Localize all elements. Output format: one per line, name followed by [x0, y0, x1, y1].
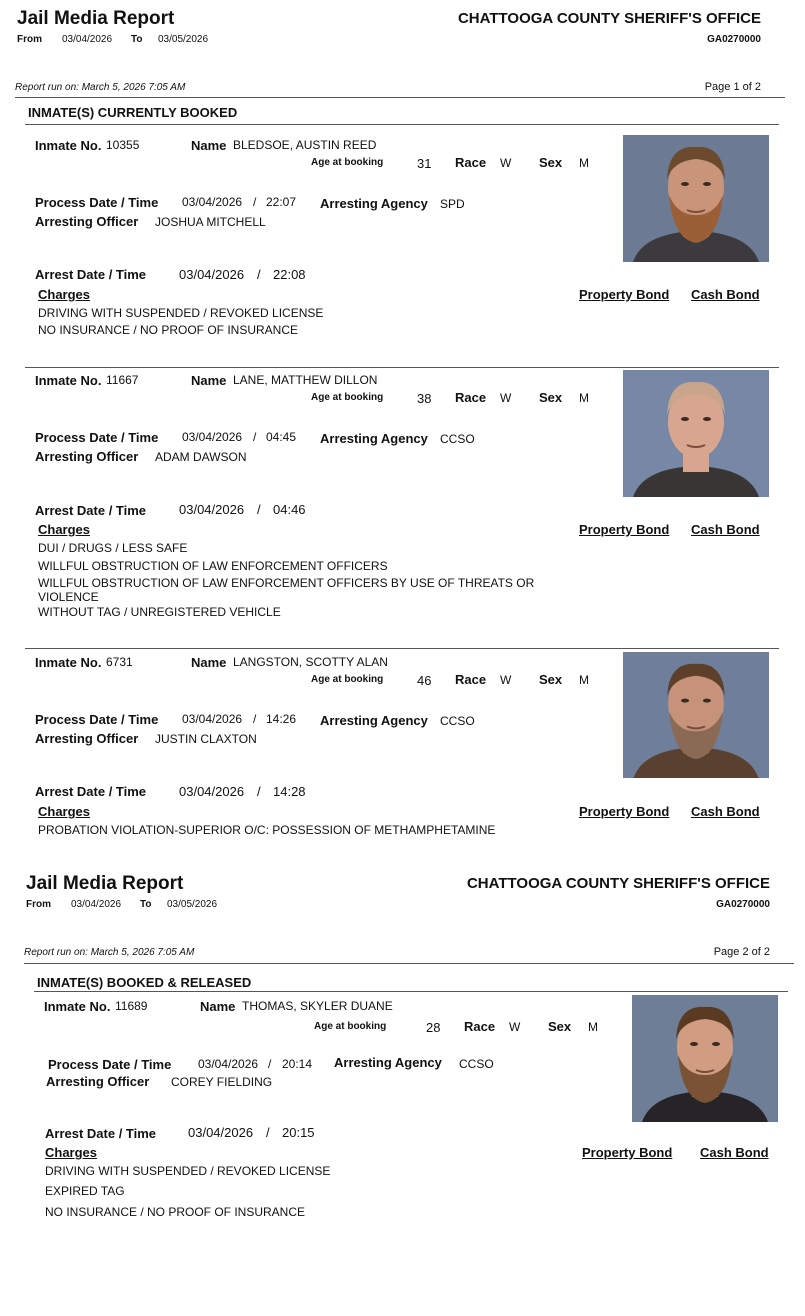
process-date: 03/04/2026 — [198, 1057, 259, 1071]
arrest-time: 20:15 — [282, 1125, 315, 1140]
portrait-graphic — [632, 995, 778, 1122]
officer-label: Arresting Officer — [35, 214, 139, 229]
age-label: Age at booking — [314, 1021, 387, 1032]
arrest-time: 22:08 — [273, 267, 306, 282]
arrest-date: 03/04/2026 — [179, 784, 245, 799]
sex-value: M — [588, 1020, 598, 1034]
to-date: 03/05/2026 — [167, 899, 218, 910]
agency-label: Arresting Agency — [334, 1055, 442, 1070]
inmate-no-value: 10355 — [106, 138, 140, 152]
sex-label: Sex — [539, 672, 563, 687]
race-label: Race — [455, 155, 487, 170]
sex-label: Sex — [539, 390, 563, 405]
header-divider — [24, 963, 794, 964]
name-value: LANGSTON, SCOTTY ALAN — [233, 655, 388, 669]
arrest-slash: / — [257, 267, 261, 282]
officer-value: COREY FIELDING — [171, 1075, 273, 1089]
portrait-graphic — [623, 370, 769, 497]
charge-item: NO INSURANCE / NO PROOF OF INSURANCE — [45, 1205, 306, 1219]
name-label: Name — [191, 373, 227, 388]
charges-heading: Charges — [38, 522, 91, 537]
mugshot-photo — [623, 652, 769, 778]
officer-value: JOSHUA MITCHELL — [155, 215, 266, 229]
property-bond-heading: Property Bond — [579, 287, 670, 302]
inmate-no-label: Inmate No. — [35, 655, 102, 670]
agency-value: CCSO — [459, 1057, 494, 1071]
section-divider — [34, 991, 788, 992]
report-run-on: Report run on: March 5, 2026 7:05 AM — [24, 947, 195, 958]
charges-heading: Charges — [38, 804, 91, 819]
to-label: To — [131, 34, 143, 45]
race-value: W — [500, 156, 512, 170]
charge-item: NO INSURANCE / NO PROOF OF INSURANCE — [38, 323, 299, 337]
arrest-date: 03/04/2026 — [188, 1125, 254, 1140]
age-label: Age at booking — [311, 674, 384, 685]
process-date: 03/04/2026 — [182, 430, 243, 444]
charge-item: DRIVING WITH SUSPENDED / REVOKED LICENSE — [45, 1164, 331, 1178]
process-date: 03/04/2026 — [182, 712, 243, 726]
page-number: Page 2 of 2 — [713, 946, 770, 958]
report-title: Jail Media Report — [26, 873, 184, 894]
process-time: 22:07 — [266, 195, 297, 209]
agency-label: Arresting Agency — [320, 196, 428, 211]
age-value: 28 — [426, 1020, 441, 1035]
mugshot-photo — [623, 135, 769, 262]
from-label: From — [26, 899, 51, 910]
to-label: To — [140, 899, 152, 910]
section-heading: INMATE(S) BOOKED & RELEASED — [37, 975, 252, 990]
age-value: 38 — [417, 391, 432, 406]
process-label: Process Date / Time — [48, 1057, 172, 1072]
race-value: W — [500, 391, 512, 405]
race-value: W — [509, 1020, 521, 1034]
process-slash: / — [253, 712, 257, 726]
process-slash: / — [253, 430, 257, 444]
agency-value: SPD — [440, 197, 465, 211]
page-number: Page 1 of 2 — [704, 81, 761, 93]
inmate-no-value: 6731 — [106, 655, 133, 669]
sex-value: M — [579, 391, 589, 405]
name-value: THOMAS, SKYLER DUANE — [242, 999, 393, 1013]
cash-bond-heading: Cash Bond — [691, 287, 760, 302]
portrait-graphic — [623, 652, 769, 778]
process-label: Process Date / Time — [35, 430, 159, 445]
sex-label: Sex — [539, 155, 563, 170]
charge-item: DRIVING WITH SUSPENDED / REVOKED LICENSE — [38, 306, 324, 320]
process-time: 04:45 — [266, 430, 297, 444]
charge-item: DUI / DRUGS / LESS SAFE — [38, 541, 188, 555]
office-name: CHATTOOGA COUNTY SHERIFF'S OFFICE — [457, 10, 761, 27]
to-date: 03/05/2026 — [158, 34, 209, 45]
charge-item: PROBATION VIOLATION-SUPERIOR O/C: POSSESSION OF METHAMPHETAMINE — [38, 823, 496, 837]
cash-bond-heading: Cash Bond — [691, 522, 760, 537]
charge-item: WILLFUL OBSTRUCTION OF LAW ENFORCEMENT OFFICERS — [38, 559, 388, 573]
sex-value: M — [579, 156, 589, 170]
office-code: GA0270000 — [716, 899, 770, 910]
arrest-time: 04:46 — [273, 502, 306, 517]
name-label: Name — [200, 999, 236, 1014]
agency-value: CCSO — [440, 714, 475, 728]
process-slash: / — [253, 195, 257, 209]
charge-item: WILLFUL OBSTRUCTION OF LAW ENFORCEMENT OFFICERS BY USE OF THREATS OR VIOLENCE — [38, 576, 535, 604]
agency-label: Arresting Agency — [320, 431, 428, 446]
from-date: 03/04/2026 — [62, 34, 113, 45]
officer-value: ADAM DAWSON — [155, 450, 247, 464]
process-label: Process Date / Time — [35, 712, 159, 727]
property-bond-heading: Property Bond — [579, 804, 670, 819]
age-value: 46 — [417, 673, 432, 688]
inmate-no-value: 11689 — [115, 999, 148, 1013]
section-heading: INMATE(S) CURRENTLY BOOKED — [28, 105, 238, 120]
name-label: Name — [191, 138, 227, 153]
office-code: GA0270000 — [707, 34, 761, 45]
charges-heading: Charges — [38, 287, 91, 302]
cash-bond-heading: Cash Bond — [691, 804, 760, 819]
inmate-no-label: Inmate No. — [44, 999, 111, 1014]
sex-label: Sex — [548, 1019, 572, 1034]
from-date: 03/04/2026 — [71, 899, 122, 910]
section-divider — [25, 124, 779, 125]
race-value: W — [500, 673, 512, 687]
arrest-slash: / — [257, 784, 261, 799]
officer-label: Arresting Officer — [46, 1074, 150, 1089]
officer-label: Arresting Officer — [35, 731, 139, 746]
race-label: Race — [455, 672, 487, 687]
arrest-time: 14:28 — [273, 784, 306, 799]
header-divider — [15, 97, 785, 98]
mugshot-photo — [632, 995, 778, 1122]
age-label: Age at booking — [311, 157, 384, 168]
office-name: CHATTOOGA COUNTY SHERIFF'S OFFICE — [466, 875, 770, 892]
from-label: From — [17, 34, 42, 45]
inmate-no-label: Inmate No. — [35, 373, 102, 388]
arrest-label: Arrest Date / Time — [35, 267, 147, 282]
cash-bond-heading: Cash Bond — [700, 1145, 769, 1160]
inmate-no-label: Inmate No. — [35, 138, 102, 153]
report-title: Jail Media Report — [17, 8, 175, 29]
mugshot-photo — [623, 370, 769, 497]
process-time: 14:26 — [266, 712, 297, 726]
process-time: 20:14 — [282, 1057, 313, 1071]
arrest-label: Arrest Date / Time — [45, 1126, 157, 1141]
charge-item: EXPIRED TAG — [45, 1184, 125, 1198]
report-run-on: Report run on: March 5, 2026 7:05 AM — [15, 82, 186, 93]
charge-item: WITHOUT TAG / UNREGISTERED VEHICLE — [38, 605, 281, 619]
name-value: LANE, MATTHEW DILLON — [233, 373, 378, 387]
arrest-label: Arrest Date / Time — [35, 503, 147, 518]
arrest-slash: / — [257, 502, 261, 517]
officer-label: Arresting Officer — [35, 449, 139, 464]
charges-heading: Charges — [45, 1145, 98, 1160]
age-label: Age at booking — [311, 392, 384, 403]
race-label: Race — [464, 1019, 496, 1034]
agency-value: CCSO — [440, 432, 475, 446]
arrest-label: Arrest Date / Time — [35, 784, 147, 799]
portrait-graphic — [623, 135, 769, 262]
arrest-date: 03/04/2026 — [179, 502, 245, 517]
property-bond-heading: Property Bond — [582, 1145, 673, 1160]
sex-value: M — [579, 673, 589, 687]
race-label: Race — [455, 390, 487, 405]
agency-label: Arresting Agency — [320, 713, 428, 728]
name-value: BLEDSOE, AUSTIN REED — [233, 138, 377, 152]
arrest-date: 03/04/2026 — [179, 267, 245, 282]
property-bond-heading: Property Bond — [579, 522, 670, 537]
arrest-slash: / — [266, 1125, 270, 1140]
process-label: Process Date / Time — [35, 195, 159, 210]
process-slash: / — [268, 1057, 272, 1071]
record-divider — [25, 367, 779, 368]
name-label: Name — [191, 655, 227, 670]
age-value: 31 — [417, 156, 432, 171]
record-divider — [25, 648, 779, 649]
process-date: 03/04/2026 — [182, 195, 243, 209]
inmate-no-value: 11667 — [106, 373, 139, 387]
officer-value: JUSTIN CLAXTON — [155, 732, 257, 746]
